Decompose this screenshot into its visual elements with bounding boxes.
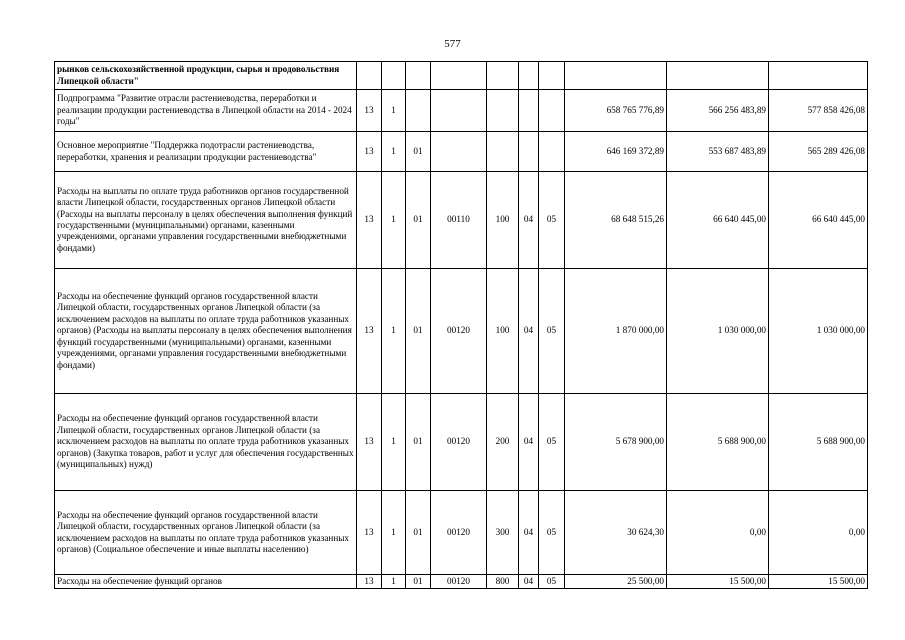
amount-cell: 5 688 900,00 xyxy=(667,394,769,491)
code-cell: 00110 xyxy=(431,172,487,269)
amount-cell: 646 169 372,89 xyxy=(565,132,667,172)
code-cell: 1 xyxy=(382,491,406,575)
amount-cell: 15 500,00 xyxy=(769,575,868,589)
code-cell: 100 xyxy=(487,269,519,394)
code-cell: 800 xyxy=(487,575,519,589)
code-cell: 01 xyxy=(406,394,431,491)
amount-cell: 68 648 515,26 xyxy=(565,172,667,269)
code-cell xyxy=(539,132,565,172)
table-row xyxy=(55,90,868,132)
code-cell xyxy=(431,132,487,172)
code-cell: 13 xyxy=(357,269,382,394)
amount-cell: 25 500,00 xyxy=(565,575,667,589)
table-row xyxy=(55,575,868,589)
table-row xyxy=(55,491,868,575)
amount-cell: 1 030 000,00 xyxy=(667,269,769,394)
code-cell xyxy=(406,90,431,132)
budget-table xyxy=(54,61,868,589)
code-cell: 100 xyxy=(487,172,519,269)
amount-cell: 0,00 xyxy=(769,491,868,575)
code-cell: 1 xyxy=(382,394,406,491)
code-cell: 200 xyxy=(487,394,519,491)
amount-cell: 0,00 xyxy=(667,491,769,575)
amount-cell: 566 256 483,89 xyxy=(667,90,769,132)
code-cell: 300 xyxy=(487,491,519,575)
code-cell: 05 xyxy=(539,172,565,269)
code-cell: 05 xyxy=(539,575,565,589)
description-cell: Расходы на обеспечение функций органов xyxy=(55,575,357,589)
description-cell: Расходы на выплаты по оплате труда работников органов государственной власти Липецкой области, государственных органов Липецкой области (Расходы на выплаты персоналу в целях обеспечения выполнения функций государственными (муниципальными) органами, казенными учреждениями, органами управления государственными внебюджетными фондами) xyxy=(55,172,357,269)
code-cell xyxy=(431,90,487,132)
amount-cell: 553 687 483,89 xyxy=(667,132,769,172)
code-cell: 05 xyxy=(539,269,565,394)
code-cell: 04 xyxy=(519,269,539,394)
code-cell: 13 xyxy=(357,394,382,491)
code-cell: 01 xyxy=(406,132,431,172)
amount-cell xyxy=(769,62,868,90)
amount-cell: 1 870 000,00 xyxy=(565,269,667,394)
table-row xyxy=(55,132,868,172)
code-cell: 00120 xyxy=(431,269,487,394)
amount-cell: 577 858 426,08 xyxy=(769,90,868,132)
code-cell: 01 xyxy=(406,575,431,589)
code-cell xyxy=(487,62,519,90)
amount-cell: 66 640 445,00 xyxy=(667,172,769,269)
code-cell xyxy=(406,62,431,90)
code-cell xyxy=(357,62,382,90)
code-cell: 04 xyxy=(519,575,539,589)
code-cell: 1 xyxy=(382,575,406,589)
amount-cell: 30 624,30 xyxy=(565,491,667,575)
code-cell: 00120 xyxy=(431,575,487,589)
code-cell xyxy=(382,62,406,90)
code-cell xyxy=(539,62,565,90)
description-cell: рынков сельскохозяйственной продукции, сырья и продовольствия Липецкой области" xyxy=(55,62,357,90)
code-cell: 01 xyxy=(406,269,431,394)
code-cell: 1 xyxy=(382,269,406,394)
amount-cell: 5 688 900,00 xyxy=(769,394,868,491)
code-cell: 1 xyxy=(382,172,406,269)
code-cell: 13 xyxy=(357,172,382,269)
code-cell: 13 xyxy=(357,132,382,172)
amount-cell: 5 678 900,00 xyxy=(565,394,667,491)
amount-cell xyxy=(667,62,769,90)
description-cell: Расходы на обеспечение функций органов государственной власти Липецкой области, государственных органов Липецкой области (за исключением расходов на выплаты по оплате труда работников указанных органов) (Социальное обеспечение и иные выплаты населению) xyxy=(55,491,357,575)
code-cell: 13 xyxy=(357,575,382,589)
code-cell: 13 xyxy=(357,90,382,132)
code-cell xyxy=(487,90,519,132)
amount-cell: 1 030 000,00 xyxy=(769,269,868,394)
code-cell: 00120 xyxy=(431,394,487,491)
code-cell xyxy=(519,62,539,90)
table-row xyxy=(55,394,868,491)
description-cell: Основное мероприятие "Поддержка подотрасли растениеводства, переработки, хранения и реализации продукции растениеводства" xyxy=(55,132,357,172)
code-cell xyxy=(539,90,565,132)
description-cell: Расходы на обеспечение функций органов государственной власти Липецкой области, государственных органов Липецкой области (за исключением расходов на выплаты по оплате труда работников указанных органов) (Расходы на выплаты персоналу в целях обеспечения выполнения функций государственными (муниципальными) органами, казенными учреждениями, органами управления государственными внебюджетными фондами) xyxy=(55,269,357,394)
code-cell: 1 xyxy=(382,132,406,172)
code-cell: 01 xyxy=(406,172,431,269)
table-row xyxy=(55,172,868,269)
code-cell: 05 xyxy=(539,394,565,491)
code-cell xyxy=(519,132,539,172)
code-cell: 01 xyxy=(406,491,431,575)
code-cell xyxy=(487,132,519,172)
code-cell: 13 xyxy=(357,491,382,575)
code-cell: 05 xyxy=(539,491,565,575)
description-cell: Подпрограмма "Развитие отрасли растениеводства, переработки и реализации продукции растениеводства в Липецкой области на 2014 - 2024 годы" xyxy=(55,90,357,132)
code-cell xyxy=(431,62,487,90)
code-cell: 04 xyxy=(519,394,539,491)
page-number: 577 xyxy=(444,38,461,50)
amount-cell: 66 640 445,00 xyxy=(769,172,868,269)
amount-cell: 658 765 776,89 xyxy=(565,90,667,132)
code-cell: 04 xyxy=(519,172,539,269)
amount-cell xyxy=(565,62,667,90)
code-cell: 04 xyxy=(519,491,539,575)
description-cell: Расходы на обеспечение функций органов государственной власти Липецкой области, государственных органов Липецкой области (за исключением расходов на выплаты по оплате труда работников указанных органов) (Закупка товаров, работ и услуг для обеспечения государственных (муниципальных) нужд) xyxy=(55,394,357,491)
code-cell: 1 xyxy=(382,90,406,132)
table-row xyxy=(55,62,868,90)
code-cell xyxy=(519,90,539,132)
amount-cell: 565 289 426,08 xyxy=(769,132,868,172)
table-row xyxy=(55,269,868,394)
code-cell: 00120 xyxy=(431,491,487,575)
amount-cell: 15 500,00 xyxy=(667,575,769,589)
